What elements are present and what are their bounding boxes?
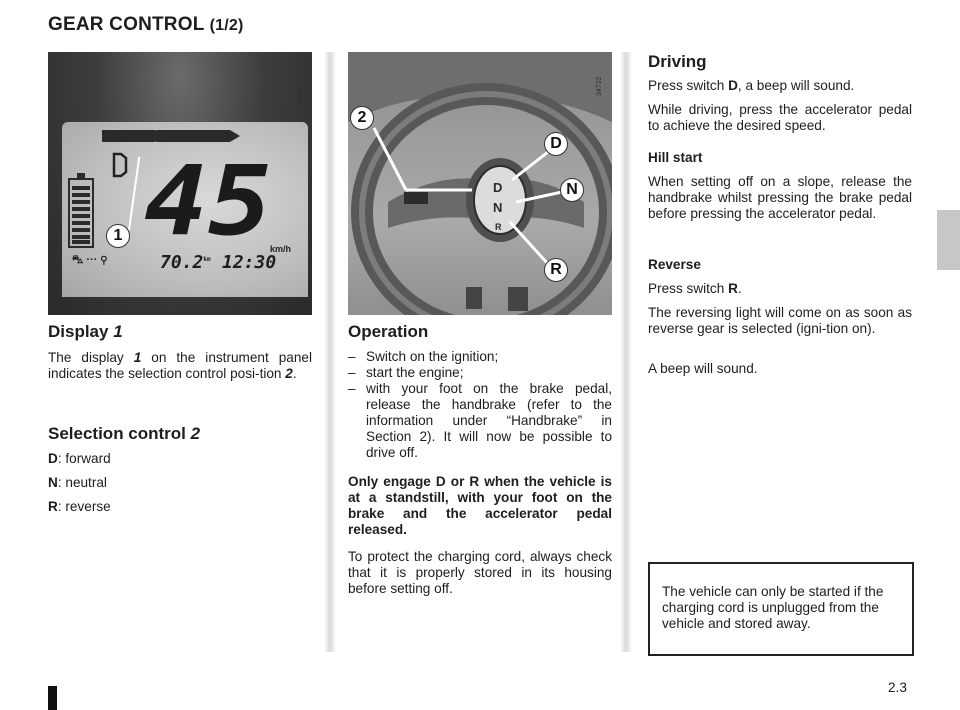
standstill-warning: Only engage D or R when the vehicle is at a standstill, with your foot on the brake and the accelerator pedal released. bbox=[348, 474, 612, 537]
selection-desc: : neutral bbox=[57, 475, 107, 490]
display-paragraph bbox=[48, 350, 312, 382]
selection-item bbox=[48, 499, 111, 515]
charging-cord-tip: To protect the charging cord, always check that it is properly stored in its housing before setting off. bbox=[348, 549, 612, 596]
image-code: 34829 bbox=[296, 84, 303, 104]
driving-paragraph-1 bbox=[648, 78, 912, 94]
odometer-value: 70.2 bbox=[160, 252, 204, 273]
operation-step-text: start the engine; bbox=[366, 365, 464, 380]
display-text-3: . bbox=[292, 366, 297, 381]
selection-desc: : reverse bbox=[57, 499, 111, 514]
selection-key: N bbox=[48, 475, 58, 490]
column-divider bbox=[324, 52, 336, 652]
speed-value: 45 bbox=[144, 158, 272, 242]
callout-1: 1 bbox=[106, 224, 130, 248]
selection-key: R bbox=[48, 499, 58, 514]
callout-2: 2 bbox=[350, 106, 374, 130]
reverse-paragraph-3: A beep will sound. bbox=[648, 361, 758, 376]
callout-d: D bbox=[544, 132, 568, 156]
reverse-text: Press switch bbox=[648, 281, 725, 296]
clock: 12:30 bbox=[222, 252, 277, 273]
driving-text-end: , a beep will sound. bbox=[737, 78, 855, 93]
driving-heading: Driving bbox=[648, 52, 707, 71]
selection-key: D bbox=[48, 451, 58, 466]
title-part: (1/2) bbox=[209, 17, 244, 34]
callout-n: N bbox=[560, 178, 584, 202]
corner-mark bbox=[48, 686, 57, 710]
page-title bbox=[48, 14, 244, 36]
section-tab bbox=[937, 210, 960, 270]
selection-item bbox=[48, 475, 107, 491]
charging-cord-icon: ⛍ ··· ⚲ bbox=[72, 254, 108, 266]
reverse-paragraph-1 bbox=[648, 281, 912, 297]
operation-step: – start the engine; bbox=[348, 365, 464, 380]
switch-label-r: R bbox=[495, 222, 502, 232]
hill-start-heading: Hill start bbox=[648, 150, 703, 165]
selection-desc: : forward bbox=[57, 451, 111, 466]
odometer-unit: km bbox=[203, 256, 211, 263]
operation-step: – with your foot on the brake pedal, release the handbrake (refer to the information under “Handbrake” in Section 2). It will now be possible to drive off. bbox=[348, 381, 612, 460]
title-main: GEAR CONTROL bbox=[48, 14, 205, 35]
odometer bbox=[160, 252, 211, 273]
speed-unit: km/h bbox=[270, 244, 292, 254]
switch-label-n: N bbox=[493, 200, 503, 215]
hill-start-paragraph: When setting off on a slope, release the handbrake whilst pressing the brake pedal before pressing the accelerator pedal. bbox=[648, 174, 912, 221]
display-text-2: on the instrument panel indicates the selection control posi-tion bbox=[48, 350, 313, 381]
selection-heading bbox=[48, 424, 200, 444]
operation-step: – Switch on the ignition; bbox=[348, 349, 499, 364]
image-code: 34732 bbox=[596, 76, 603, 96]
reverse-switch: R bbox=[728, 281, 738, 296]
range-bar bbox=[102, 130, 302, 142]
operation-step-text: with your foot on the brake pedal, release the handbrake (refer to the information under “Handbrake” in Section 2). It will now be possible to drive off. bbox=[366, 381, 612, 460]
display-heading-text: Display bbox=[48, 322, 109, 341]
display-text-1: The display bbox=[48, 350, 124, 365]
reverse-heading: Reverse bbox=[648, 257, 701, 272]
reverse-paragraph-2: The reversing light will come on as soon as reverse gear is selected (igni-tion on). bbox=[648, 305, 912, 336]
dashboard-illustration bbox=[48, 52, 312, 315]
selection-heading-number: 2 bbox=[190, 424, 201, 443]
page-number: 2.3 bbox=[888, 680, 907, 695]
operation-step-text: Switch on the ignition; bbox=[366, 349, 499, 364]
gear-indicator-icon bbox=[112, 152, 128, 178]
instrument-display bbox=[62, 122, 308, 297]
driving-paragraph-2: While driving, press the accelerator pedal to achieve the desired speed. bbox=[648, 102, 912, 133]
note-box: The vehicle can only be started if the charging cord is unplugged from the vehicle and stored away. bbox=[648, 562, 914, 656]
steering-wheel-illustration bbox=[348, 52, 612, 315]
battery-gauge-icon bbox=[68, 178, 94, 248]
display-heading bbox=[48, 322, 123, 342]
reverse-text-end: . bbox=[737, 281, 742, 296]
switch-label-d: D bbox=[493, 180, 503, 195]
driving-switch: D bbox=[728, 78, 738, 93]
selection-item bbox=[48, 451, 111, 467]
display-ref-1: 1 bbox=[133, 350, 142, 365]
display-heading-number: 1 bbox=[113, 322, 123, 341]
driving-text: Press switch bbox=[648, 78, 725, 93]
callout-r: R bbox=[544, 258, 568, 282]
selection-heading-text: Selection control bbox=[48, 424, 186, 443]
speed-readout bbox=[144, 158, 274, 242]
column-divider bbox=[620, 52, 632, 652]
display-ref-2: 2 bbox=[285, 366, 293, 381]
operation-heading: Operation bbox=[348, 322, 429, 341]
